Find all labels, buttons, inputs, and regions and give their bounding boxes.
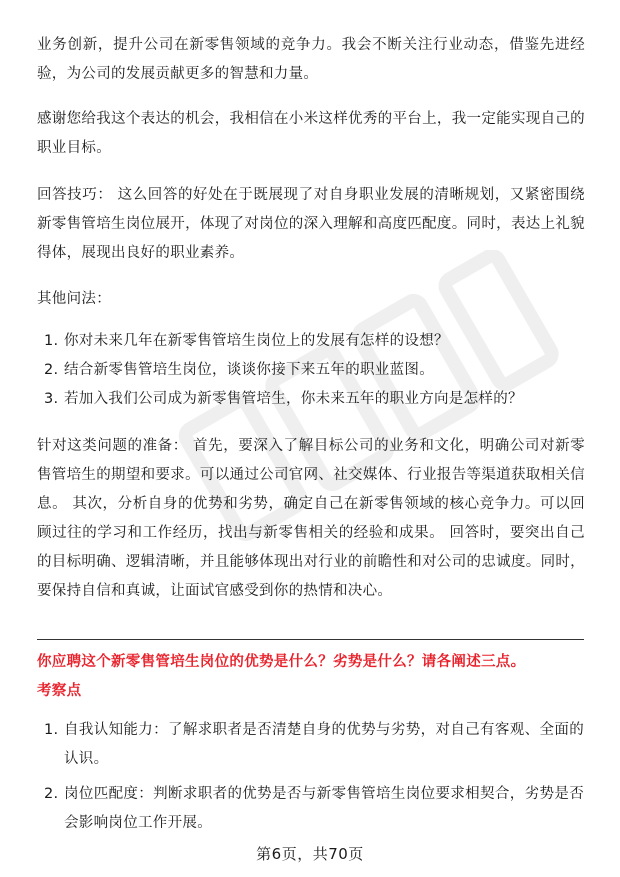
- answer-tips-paragraph: 回答技巧： 这么回答的好处在于既展现了对自身职业发展的清晰规划，又紧密围绕新零售管培生岗位展开，体现了对岗位的深入理解和高度匹配度。同时，表达上礼貌得体，展现出良好的职业素养。: [37, 187, 585, 261]
- intro-paragraph-continued: 业务创新，提升公司在新零售领域的竞争力。我会不断关注行业动态，借鉴先进经验，为公司的发展贡献更多的智慧和力量。: [37, 37, 585, 82]
- list-item: 1. 自我认知能力：了解求职者是否清楚自身的优势与劣势，对自己有客观、全面的认识。: [44, 722, 584, 767]
- section-divider: [37, 639, 584, 640]
- list-item: 1. 你对未来几年在新零售管培生岗位上的发展有怎样的设想？: [44, 333, 449, 349]
- list-item: 3. 若加入我们公司成为新零售管培生，你未来五年的职业方向是怎样的？: [44, 391, 523, 407]
- assessment-points-heading: 考察点: [37, 683, 82, 699]
- closing-paragraph: 感谢您给我这个表达的机会，我相信在小米这样优秀的平台上，我一定能实现自己的职业目标。: [37, 111, 585, 156]
- other-questions-list: [44, 327, 584, 414]
- list-item: 2. 岗位匹配度：判断求职者的优势是否与新零售管培生岗位要求相契合，劣势是否会影响岗位工作开展。: [44, 786, 584, 831]
- question-title: 你应聘这个新零售管培生岗位的优势是什么？劣势是什么？请各阐述三点。: [37, 654, 526, 670]
- assessment-points-list: [44, 716, 584, 838]
- preparation-paragraph: 针对这类问题的准备： 首先，要深入了解目标公司的业务和文化，明确公司对新零售管培生的期望和要求。可以通过公司官网、社交媒体、行业报告等渠道获取相关信息。 其次，分析自身的优势和劣势，确定自己在新零售领域的核心竞争力。可以回顾过往的学习和工作经历，找出与新零售相关的经验和成果。 回答时，要突出自己的目标明确、逻辑清晰，并且能够体现出对行业的前瞻性和对公司的忠诚度。同时，要保持自信和真诚，让面试官感受到你的热情和决心。: [37, 438, 585, 599]
- page-number: 第6页，共70页: [256, 845, 364, 863]
- list-item: 2. 结合新零售管培生岗位，谈谈你接下来五年的职业蓝图。: [44, 362, 434, 378]
- other-questions-heading: 其他问法：: [37, 291, 111, 307]
